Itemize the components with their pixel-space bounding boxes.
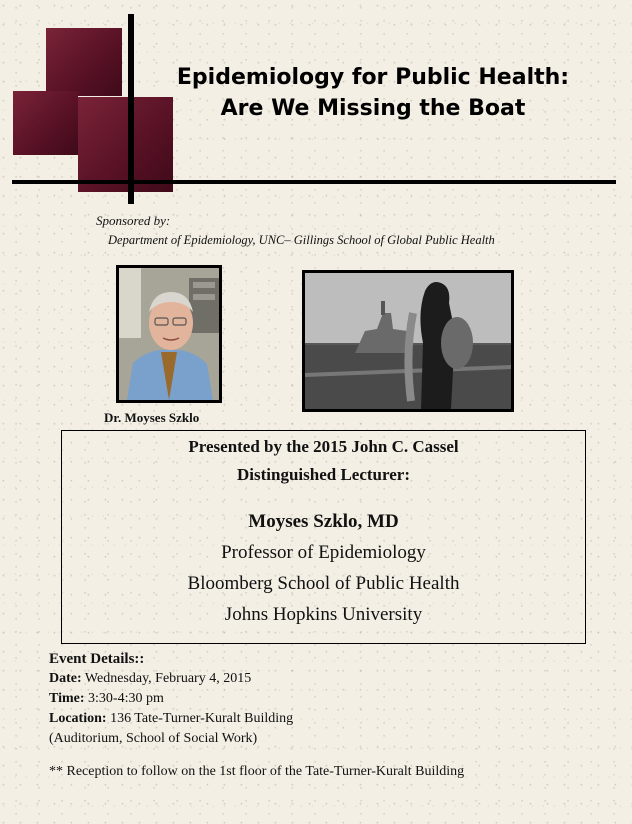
event-location-row [49, 709, 293, 729]
speaker-title: Professor of Epidemiology [221, 542, 426, 563]
location-value: 136 Tate-Turner-Kuralt Building [110, 711, 294, 726]
event-time-row [49, 689, 293, 709]
horizontal-rule [12, 180, 616, 184]
distinguished-lecturer-line: Distinguished Lecturer: [237, 465, 410, 484]
decorative-square-left [13, 91, 78, 155]
ferry-photo [302, 270, 514, 412]
location-label: Location: [49, 711, 107, 726]
date-value: Wednesday, February 4, 2015 [84, 671, 252, 686]
reception-note: ** Reception to follow on the 1st floor of the Tate-Turner-Kuralt Building [49, 764, 465, 779]
speaker-portrait-illustration [119, 268, 219, 400]
speaker-university: Johns Hopkins University [224, 604, 423, 625]
decorative-square-top [46, 28, 122, 96]
event-details-heading: Event Details:: [49, 651, 145, 667]
date-label: Date: [49, 671, 82, 686]
event-details [49, 649, 293, 749]
presented-by-line: Presented by the 2015 John C. Cassel [188, 437, 459, 456]
location-note: (Auditorium, School of Social Work) [49, 731, 258, 746]
time-label: Time: [49, 691, 85, 706]
title-line-1: Epidemiology for Public Health: [176, 65, 570, 90]
title-line-2: Are We Missing the Boat [220, 96, 526, 121]
time-value: 3:30-4:30 pm [88, 691, 164, 706]
event-date-row [49, 669, 293, 689]
vertical-rule [128, 14, 134, 204]
sponsor-organization: Department of Epidemiology, UNC– Gillings School of Global Public Health [108, 233, 495, 247]
page-title [138, 62, 608, 124]
speaker-school: Bloomberg School of Public Health [187, 573, 460, 594]
ferry-dock-illustration [305, 273, 511, 409]
speaker-name: Moyses Szklo, MD [248, 511, 399, 532]
lecture-info-box [61, 430, 586, 644]
speaker-portrait-photo [116, 265, 222, 403]
portrait-caption: Dr. Moyses Szklo [104, 410, 200, 425]
sponsor-label: Sponsored by: [96, 213, 171, 228]
